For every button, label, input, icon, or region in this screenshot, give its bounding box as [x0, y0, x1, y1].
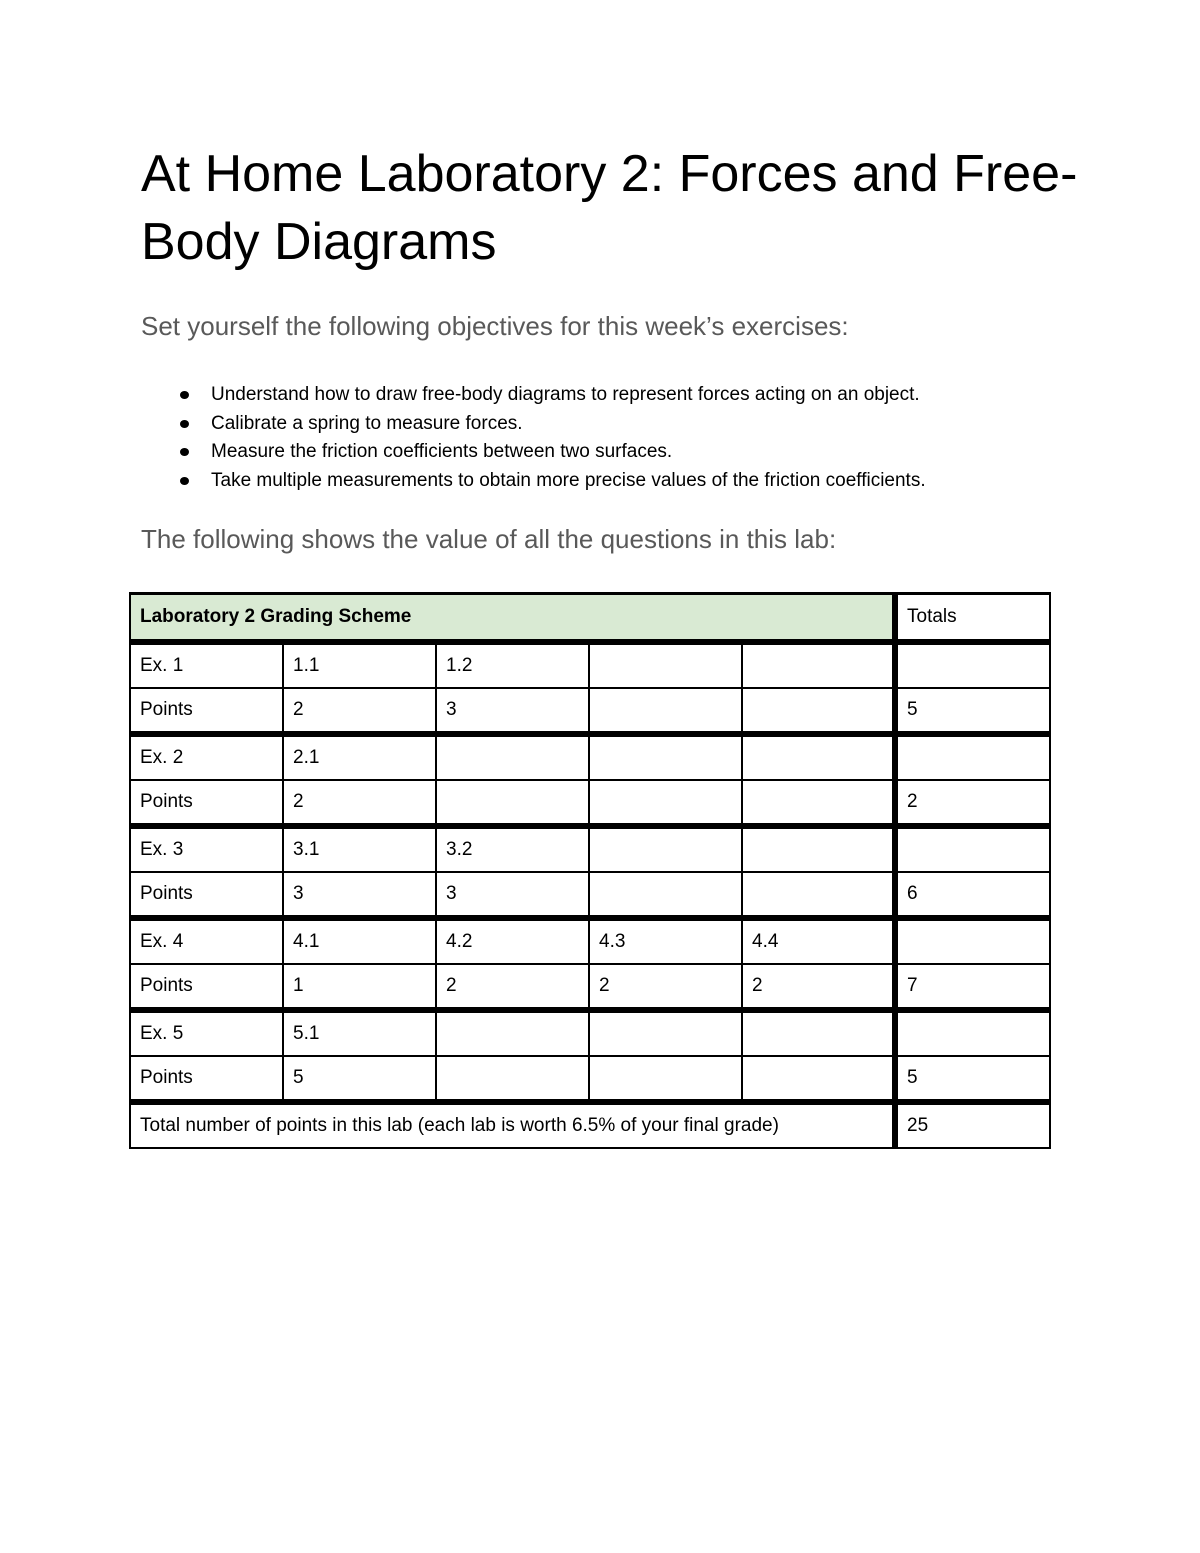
- points-cell: [742, 1056, 895, 1102]
- points-cell: [742, 780, 895, 826]
- points-cell: 5: [283, 1056, 436, 1102]
- list-item: [141, 467, 926, 496]
- points-cell: [589, 872, 742, 918]
- totals-cell: [895, 642, 1050, 688]
- totals-cell: 5: [895, 688, 1050, 734]
- bullet-dot-icon: [180, 391, 189, 399]
- exercise-label: Ex. 3: [130, 826, 283, 872]
- totals-cell: 7: [895, 964, 1050, 1010]
- question-cell: 4.4: [742, 918, 895, 964]
- question-cell: [436, 734, 589, 780]
- points-cell: [589, 780, 742, 826]
- page-title: At Home Laboratory 2: Forces and Free-Body Diagrams: [141, 145, 1078, 271]
- objective-text: Calibrate a spring to measure forces.: [211, 412, 523, 434]
- exercise-label: Ex. 1: [130, 642, 283, 688]
- question-cell: 4.2: [436, 918, 589, 964]
- points-cell: 2: [589, 964, 742, 1010]
- points-cell: [436, 1056, 589, 1102]
- question-cell: 1.1: [283, 642, 436, 688]
- question-cell: [742, 734, 895, 780]
- points-cell: 3: [436, 872, 589, 918]
- question-cell: [589, 642, 742, 688]
- points-cell: 2: [283, 780, 436, 826]
- table-row: [130, 826, 1050, 872]
- points-cell: 3: [436, 688, 589, 734]
- objectives-heading: Set yourself the following objectives for this week’s exercises:: [141, 311, 849, 341]
- question-cell: 3.1: [283, 826, 436, 872]
- table-row: [130, 688, 1050, 734]
- totals-cell: 6: [895, 872, 1050, 918]
- totals-header: Totals: [895, 594, 1050, 643]
- points-cell: 2: [283, 688, 436, 734]
- totals-cell: [895, 826, 1050, 872]
- points-cell: [589, 1056, 742, 1102]
- points-cell: [742, 872, 895, 918]
- totals-cell: 5: [895, 1056, 1050, 1102]
- table-row: [130, 780, 1050, 826]
- question-cell: [589, 826, 742, 872]
- totals-cell: [895, 918, 1050, 964]
- question-cell: 4.1: [283, 918, 436, 964]
- exercise-label: Ex. 5: [130, 1010, 283, 1056]
- question-cell: [742, 642, 895, 688]
- question-cell: [742, 826, 895, 872]
- points-cell: [589, 688, 742, 734]
- points-label: Points: [130, 872, 283, 918]
- points-cell: 1: [283, 964, 436, 1010]
- points-label: Points: [130, 688, 283, 734]
- total-points-value: 25: [895, 1102, 1050, 1148]
- points-cell: [742, 688, 895, 734]
- totals-cell: 2: [895, 780, 1050, 826]
- question-cell: 4.3: [589, 918, 742, 964]
- table-row: [130, 1056, 1050, 1102]
- table-footer-row: [130, 1102, 1050, 1148]
- objectives-list: [141, 381, 926, 495]
- question-cell: [742, 1010, 895, 1056]
- table-heading: The following shows the value of all the questions in this lab:: [141, 524, 837, 554]
- objective-text: Understand how to draw free-body diagrams to represent forces acting on an object.: [211, 384, 920, 405]
- exercise-label: Ex. 4: [130, 918, 283, 964]
- question-cell: 1.2: [436, 642, 589, 688]
- table-row: [130, 872, 1050, 918]
- table-header-row: [130, 594, 1050, 643]
- points-label: Points: [130, 964, 283, 1010]
- points-cell: 2: [436, 964, 589, 1010]
- bullet-dot-icon: [180, 448, 189, 456]
- table-row: [130, 918, 1050, 964]
- table-row: [130, 1010, 1050, 1056]
- bullet-dot-icon: [180, 420, 189, 428]
- grading-scheme-table: [129, 592, 1051, 1149]
- objective-text: Take multiple measurements to obtain more precise values of the friction coefficients.: [211, 469, 926, 491]
- bullet-dot-icon: [180, 477, 189, 485]
- points-cell: 2: [742, 964, 895, 1010]
- question-cell: [589, 1010, 742, 1056]
- list-item: [141, 410, 926, 439]
- question-cell: [436, 1010, 589, 1056]
- points-label: Points: [130, 1056, 283, 1102]
- totals-cell: [895, 1010, 1050, 1056]
- table-row: [130, 964, 1050, 1010]
- grading-scheme-header: Laboratory 2 Grading Scheme: [130, 594, 895, 643]
- table-row: [130, 642, 1050, 688]
- list-item: [141, 438, 926, 467]
- points-label: Points: [130, 780, 283, 826]
- total-points-label: Total number of points in this lab (each lab is worth 6.5% of your final grade): [130, 1102, 895, 1148]
- points-cell: [436, 780, 589, 826]
- question-cell: 2.1: [283, 734, 436, 780]
- points-cell: 3: [283, 872, 436, 918]
- table-row: [130, 734, 1050, 780]
- totals-cell: [895, 734, 1050, 780]
- objective-text: Measure the friction coefficients between two surfaces.: [211, 441, 673, 462]
- exercise-label: Ex. 2: [130, 734, 283, 780]
- list-item: [141, 381, 926, 410]
- question-cell: 3.2: [436, 826, 589, 872]
- question-cell: [589, 734, 742, 780]
- question-cell: 5.1: [283, 1010, 436, 1056]
